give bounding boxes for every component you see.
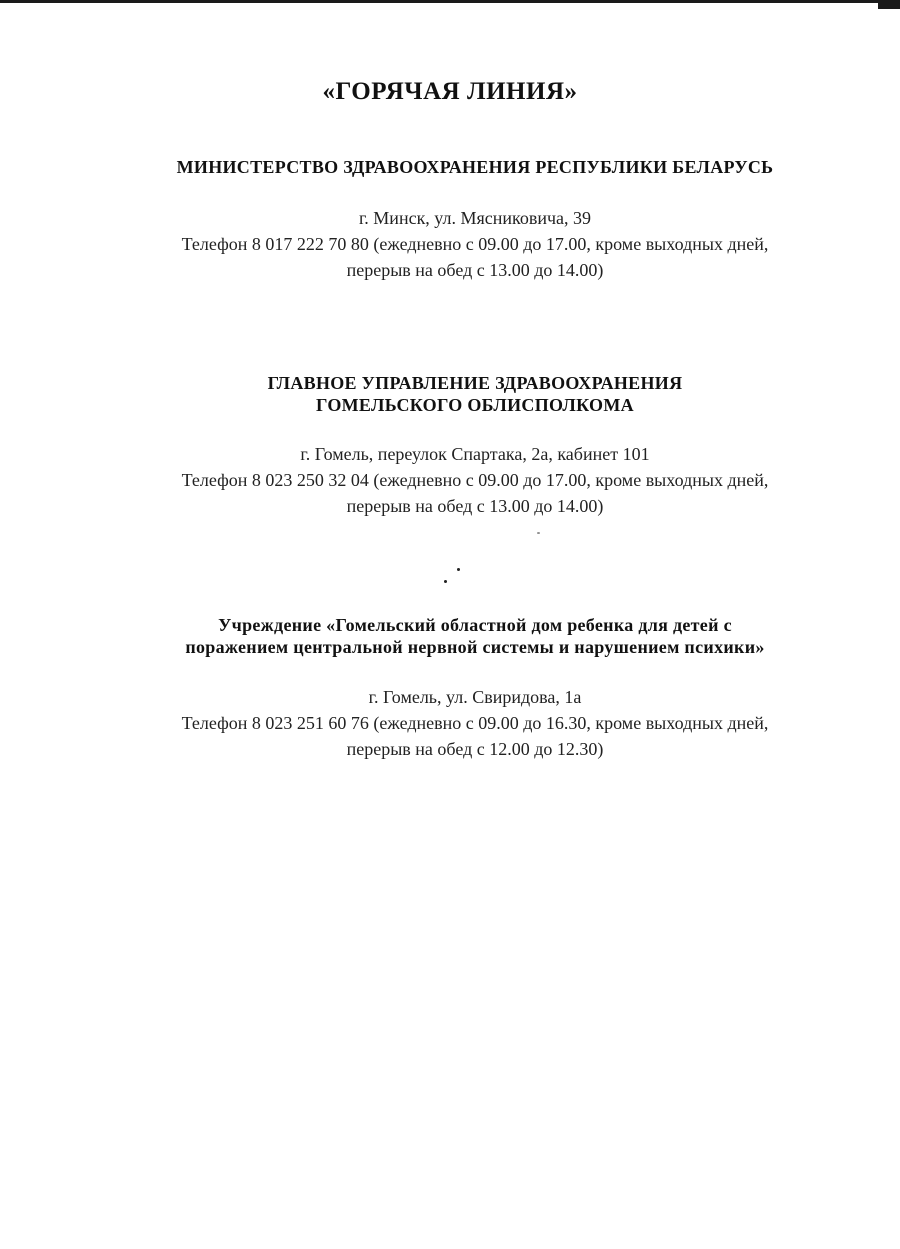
scan-speck [537,532,540,534]
scan-border-corner [878,0,900,9]
address-text: г. Гомель, ул. Свиридова, 1а [368,687,582,707]
section-heading-institution [0,614,900,658]
lunch-break-text: перерыв на обед с 12.00 до 12.30) [346,739,604,759]
phone-text: Телефон 8 023 251 60 76 (ежедневно с 09.00 до 16.30, кроме выходных дней, [181,713,769,733]
scan-speck [444,580,447,583]
heading-line: поражением центральной нервной системы и нарушением психики» [185,637,765,657]
section-info-main-department [0,441,900,519]
heading-line: МИНИСТЕРСТВО ЗДРАВООХРАНЕНИЯ РЕСПУБЛИКИ БЕЛАРУСЬ [176,157,774,177]
scan-border-top [0,0,900,3]
lunch-break-text: перерыв на обед с 13.00 до 14.00) [346,260,604,280]
section-info-ministry [0,205,900,283]
lunch-break-text: перерыв на обед с 13.00 до 14.00) [346,496,604,516]
section-info-institution [0,684,900,762]
heading-line: ГЛАВНОЕ УПРАВЛЕНИЕ ЗДРАВООХРАНЕНИЯ [267,373,683,393]
address-text: г. Гомель, переулок Спартака, 2а, кабинет 101 [300,444,650,464]
address-text: г. Минск, ул. Мясниковича, 39 [358,208,592,228]
heading-line: ГОМЕЛЬСКОГО ОБЛИСПОЛКОМА [316,395,634,415]
scan-speck [457,568,460,571]
phone-text: Телефон 8 017 222 70 80 (ежедневно с 09.00 до 17.00, кроме выходных дней, [181,234,769,254]
phone-text: Телефон 8 023 250 32 04 (ежедневно с 09.00 до 17.00, кроме выходных дней, [181,470,769,490]
section-heading-ministry [0,156,900,178]
heading-line: Учреждение «Гомельский областной дом ребенка для детей с [218,615,732,635]
page-title: «ГОРЯЧАЯ ЛИНИЯ» [322,78,578,105]
section-heading-main-department [0,372,900,416]
